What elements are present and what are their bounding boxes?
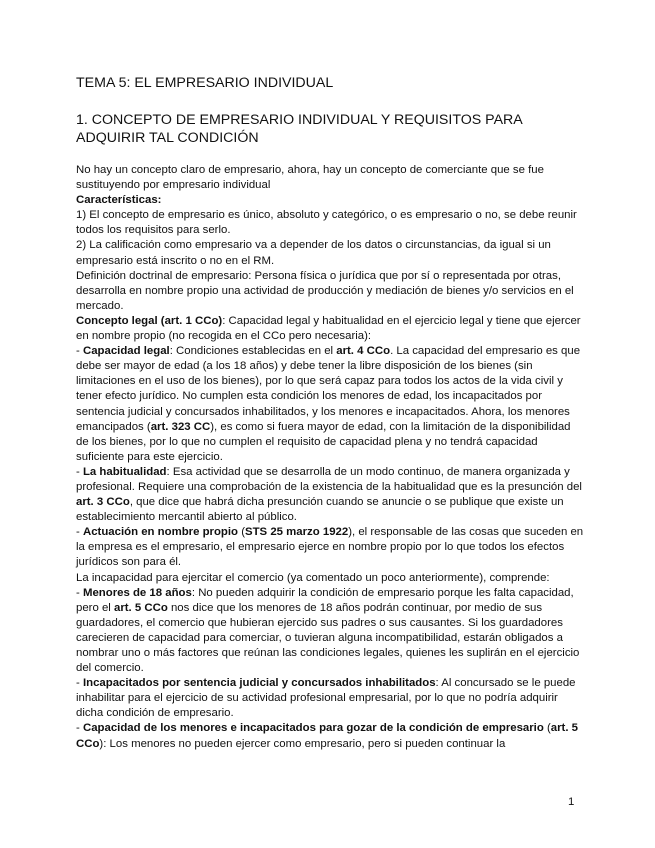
text-run: ( <box>238 526 245 539</box>
text-run: ( <box>543 722 551 735</box>
text-run: La incapacidad para ejercitar el comercio (ya comentado un poco anteriormente), comprende: <box>76 571 550 584</box>
paragraph <box>76 269 584 314</box>
text-run: : Esa actividad que se desarrolla de un modo continuo, de manera organizada y profesional. Requiere una comprobación de la existencia de la habitualidad que es la presunción del <box>76 465 582 493</box>
section-heading: 1. CONCEPTO DE EMPRESARIO INDIVIDUAL Y REQUISITOS PARA ADQUIRIR TAL CONDICIÓN <box>76 112 522 146</box>
text-run: - <box>76 722 83 735</box>
page-content <box>76 74 584 752</box>
paragraph <box>76 525 584 570</box>
paragraph <box>76 571 584 586</box>
bold-text-run: Menores de 18 años <box>82 586 192 599</box>
text-run: ), el responsable de las cosas que suceden en la empresa es el empresario, el empresario ejerce en nombre propio por lo que todos los efectos jurídicos son para él. <box>76 526 584 569</box>
bold-text-run: Incapacitados por sentencia judicial y concursados inhabilitados <box>82 677 436 690</box>
bold-text-run: Actuación en nombre propio <box>82 526 239 539</box>
bold-text-run: art. 5 CCo <box>114 601 168 614</box>
bold-text-run: Capacidad legal <box>82 345 170 358</box>
paragraph <box>76 721 584 751</box>
text-run: - <box>76 465 83 478</box>
paragraph <box>76 163 584 193</box>
text-run: : Condiciones establecidas en el <box>169 345 337 358</box>
paragraph <box>76 676 584 721</box>
text-run: - <box>76 345 83 358</box>
document-title: TEMA 5: EL EMPRESARIO INDIVIDUAL <box>76 75 334 91</box>
text-run: - <box>76 586 83 599</box>
paragraph <box>76 465 584 525</box>
bold-text-run: art. 3 CCo <box>76 496 130 509</box>
text-run: ): Los menores no pueden ejercer como empresario, pero si pueden continuar la <box>99 737 506 750</box>
paragraph <box>76 586 584 677</box>
bold-text-run: STS 25 marzo 1922 <box>245 526 349 539</box>
text-run: . La capacidad del empresario es que debe ser mayor de edad (a los 18 años) y debe tener la libre disposición de los bienes (sin limitaciones en el uso de los bienes), por lo que será capaz para todos los actos de la vida civil y tener efecto jurídico. No cumplen esta condición los menores de edad, los incapacitados por sentencia judicial y concursados inhabilitados, y los menores e incapacitados. Ahora, los menores emancipados ( <box>76 345 581 433</box>
text-run: - <box>76 677 83 690</box>
bold-text-run: art. 323 CC <box>150 420 211 433</box>
bold-text-run: art. 5 CCo <box>76 722 579 750</box>
text-run: - <box>76 526 83 539</box>
text-run: Definición doctrinal de empresario: Persona física o jurídica que por sí o representada por otras, desarrolla en nombre propio una actividad de producción y mediación de bienes y/o servicios en el mercado. <box>76 269 574 312</box>
paragraph <box>76 208 584 238</box>
text-run: : Capacidad legal y habitualidad en el ejercicio legal y tiene que ejercer en nombre propio (no recogida en el CCo pero necesaria): <box>76 314 581 343</box>
text-run: ), es como si fuera mayor de edad, con la limitación de la disponibilidad de los bienes, por lo que no cumplen el requisito de capacidad plena y no tendrá capacidad suficiente para este ejercicio. <box>76 420 571 463</box>
text-run: , que dice que habrá dicha presunción cuando se anuncie o se publique que existe un establecimiento mercantil abierto al público. <box>76 496 564 524</box>
text-run: No hay un concepto claro de empresario, ahora, hay un concepto de comerciante que se fue sustituyendo por empresario individual <box>76 164 544 192</box>
bold-text-run: Concepto legal (art. 1 CCo) <box>76 314 223 327</box>
bold-text-run: art. 4 CCo <box>336 345 391 358</box>
bold-text-run: Capacidad de los menores e incapacitados para gozar de la condición de empresario <box>82 722 544 735</box>
text-run: : No pueden adquirir la condición de empresario porque les falta capacidad, pero el <box>76 586 574 614</box>
page-number: 1 <box>568 796 575 808</box>
bold-text-run: Características: <box>76 194 162 207</box>
text-run: : Al concursado se le puede inhabilitar para el ejercicio de su actividad profesional empresarial, por lo que no podría adquirir dicha condición de empresario. <box>76 677 576 720</box>
paragraph <box>76 193 584 208</box>
body-text <box>76 163 584 752</box>
paragraph <box>76 238 584 268</box>
text-run: 2) La calificación como empresario va a depender de los datos o circunstancias, da igual si un empresario está inscrito o no en el RM. <box>76 239 551 267</box>
bold-text-run: La habitualidad <box>82 465 167 478</box>
text-run: 1) El concepto de empresario es único, absoluto y categórico, o es empresario o no, se debe reunir todos los requisitos para serlo. <box>76 209 577 237</box>
text-run: nos dice que los menores de 18 años podrán continuar, por medio de sus guardadores, el comercio que hubieran ejercido sus padres o sus causantes. Si los guardadores carecieren de capacidad para comerciar, o tuvieran alguna incompatibilidad, estarán obligados a nombrar uno o más factores que reúnan las condiciones legales, quienes les suplirán en el ejercicio del comercio. <box>76 601 580 675</box>
paragraph <box>76 314 584 344</box>
paragraph <box>76 344 584 465</box>
